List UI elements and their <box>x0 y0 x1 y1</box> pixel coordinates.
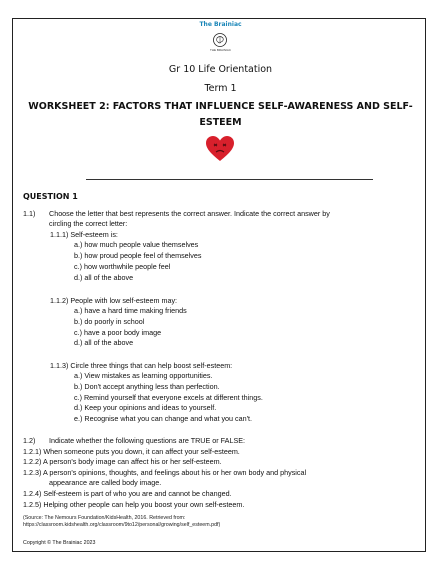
q113-option-b: b.) Don't accept anything less than perfection. <box>74 382 220 391</box>
source-line1: (Source: The Nemours Foundation/KidsHealth, 2016. Retrieved from: <box>23 515 186 521</box>
q11-number: 1.1) <box>23 209 36 218</box>
q112-option-d: d.) all of the above <box>74 338 134 347</box>
brain-logo-icon <box>212 32 228 48</box>
q11-instruction-line1: Choose the letter that best represents the correct answer. Indicate the correct answer by <box>49 209 330 218</box>
q111-option-d: d.) all of the above <box>74 273 134 282</box>
copyright-footer: Copyright © The Brainiac 2023 <box>23 540 96 546</box>
q112-option-a: a.) have a hard time making friends <box>74 306 187 315</box>
q113-option-d: d.) Keep your opinions and ideas to yourself. <box>74 403 217 412</box>
logo-caption: THE BRAINIAC <box>209 48 231 52</box>
term-title: Term 1 <box>204 83 237 94</box>
q124-statement: 1.2.4) Self-esteem is part of who you are and cannot be changed. <box>23 489 232 498</box>
q11-instruction-line2: circling the correct letter: <box>49 219 128 228</box>
q12-number: 1.2) <box>23 436 36 445</box>
q111-option-b: b.) how proud people feel of themselves <box>74 251 202 260</box>
q111-option-a: a.) how much people value themselves <box>74 240 199 249</box>
subject-title: Gr 10 Life Orientation <box>168 64 273 75</box>
q123-statement: 1.2.3) A person's opinions, thoughts, and feelings about his or her own body and physical <box>23 468 307 477</box>
worksheet-title-line1: WORKSHEET 2: FACTORS THAT INFLUENCE SELF-AWARENESS AND SELF- <box>28 101 413 112</box>
q112-option-c: c.) have a poor body image <box>74 328 162 337</box>
q111-stem: 1.1.1) Self-esteem is: <box>50 230 118 239</box>
q113-option-c: c.) Remind yourself that everyone excels at different things. <box>74 393 263 402</box>
q111-option-c: c.) how worthwhile people feel <box>74 262 171 271</box>
q113-option-e: e.) Recognise what you can change and what you can't. <box>74 414 252 423</box>
q113-stem: 1.1.3) Circle three things that can help boost self-esteem: <box>50 361 233 370</box>
heart-emoji-icon <box>206 136 234 162</box>
section-divider <box>86 179 373 180</box>
q123-statement-cont: appearance are called body image. <box>49 478 162 487</box>
source-line2: https://classroom.kidshealth.org/classroom/9to12/personal/growing/self_esteem.pdf) <box>23 522 221 528</box>
worksheet-title-line2: ESTEEM <box>199 117 242 128</box>
brand-name: The Brainiac <box>199 21 242 28</box>
q12-stem: Indicate whether the following questions are TRUE or FALSE: <box>49 436 246 445</box>
q112-stem: 1.1.2) People with low self-esteem may: <box>50 296 178 305</box>
q122-statement: 1.2.2) A person's body image can affect his or her self-esteem. <box>23 457 222 466</box>
q125-statement: 1.2.5) Helping other people can help you boost your own self-esteem. <box>23 500 245 509</box>
question-1-heading: QUESTION 1 <box>23 192 78 201</box>
q113-option-a: a.) View mistakes as learning opportunities. <box>74 371 213 380</box>
q121-statement: 1.2.1) When someone puts you down, it can affect your self-esteem. <box>23 447 240 456</box>
q112-option-b: b.) do poorly in school <box>74 317 145 326</box>
